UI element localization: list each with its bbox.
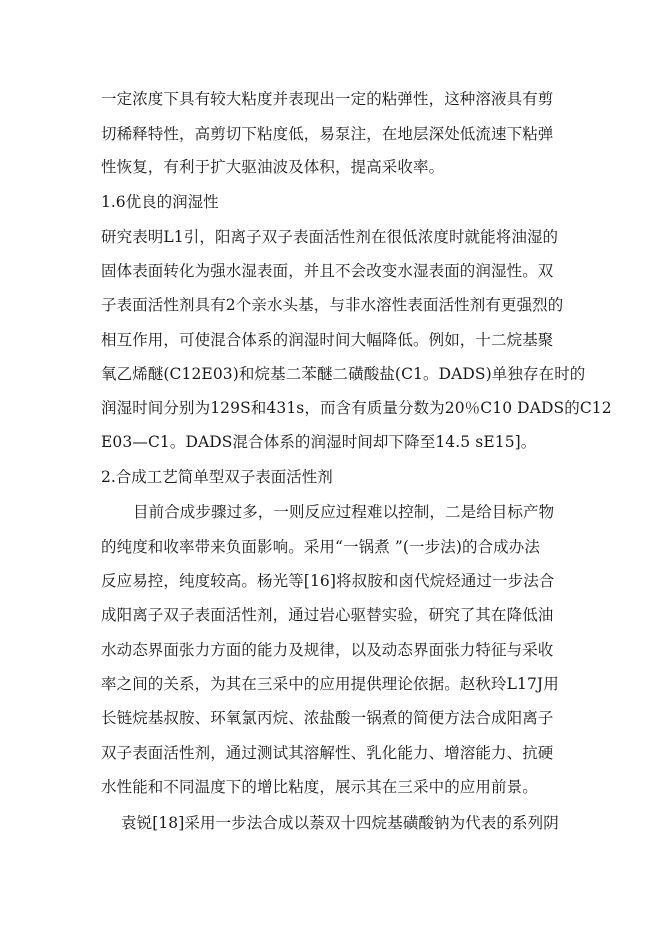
body-text-line-11: 目前合成步骤过多，一则反应过程难以控制，二是给目标产物 <box>133 503 555 521</box>
body-text-line-7: 相互作用，可使混合体系的润湿时间大幅降低。例如，十二烷基聚 <box>101 331 554 349</box>
body-text-line-19: 水性能和不同温度下的增比粘度，展示其在三采中的应用前景。 <box>101 778 538 796</box>
section-heading-2: 2.合成工艺简单型双子表面活性剂 <box>101 468 333 486</box>
body-text-line-18: 双子表面活性剂，通过测试其溶解性、乳化能力、增溶能力、抗硬 <box>101 744 554 762</box>
body-text-line-3: 性恢复，有利于扩大驱油波及体积，提高采收率。 <box>101 158 445 176</box>
body-text-line-10: E03—C1。DADS混合体系的润湿时间却下降至14.5 sE15]。 <box>101 433 537 451</box>
body-text-line-15: 水动态界面张力方面的能力及规律，以及动态界面张力特征与采收 <box>101 641 554 659</box>
body-text-line-20: 袁锐[18]采用一步法合成以萘双十四烷基磺酸钠为代表的系列阴 <box>121 814 559 832</box>
body-text-line-14: 成阳离子双子表面活性剂，通过岩心驱替实验，研究了其在降低油 <box>101 606 554 624</box>
body-text-line-16: 率之间的关系，为其在三采中的应用提供理论依据。赵秋玲L17J用 <box>101 675 559 693</box>
body-text-line-17: 长链烷基叔胺、环氧氯丙烷、浓盐酸一锅煮的简便方法合成阳离子 <box>101 709 554 727</box>
body-text-line-1: 一定浓度下具有较大粘度并表现出一定的粘弹性，这种溶液具有剪 <box>101 90 554 108</box>
section-heading-1-6: 1.6优良的润湿性 <box>101 193 219 211</box>
body-text-line-8: 氧乙烯醚(C12E03)和烷基二苯醚二磺酸盐(C1。DADS)单独存在时的 <box>101 365 586 383</box>
body-text-line-5: 固体表面转化为强水湿表面，并且不会改变水湿表面的润湿性。双 <box>101 262 554 280</box>
body-text-line-2: 切稀释特性，高剪切下粘度低，易泵注，在地层深处低流速下粘弹 <box>101 125 554 143</box>
body-text-line-13: 反应易控，纯度较高。杨光等[16]将叔胺和卤代烷烃通过一步法合 <box>101 572 555 590</box>
body-text-line-4: 研究表明L1引，阳离子双子表面活性剂在很低浓度时就能将油湿的 <box>101 228 559 246</box>
body-text-line-12: 的纯度和收率带来负面影响。采用“一锅煮 ”(一步法)的合成办法 <box>101 538 540 556</box>
body-text-line-6: 子表面活性剂具有2个亲水头基，与非水溶性表面活性剂有更强烈的 <box>101 296 564 314</box>
body-text-line-9: 润湿时间分别为129S和431s，而含有质量分数为20％C10 DADS的C12 <box>101 399 612 417</box>
